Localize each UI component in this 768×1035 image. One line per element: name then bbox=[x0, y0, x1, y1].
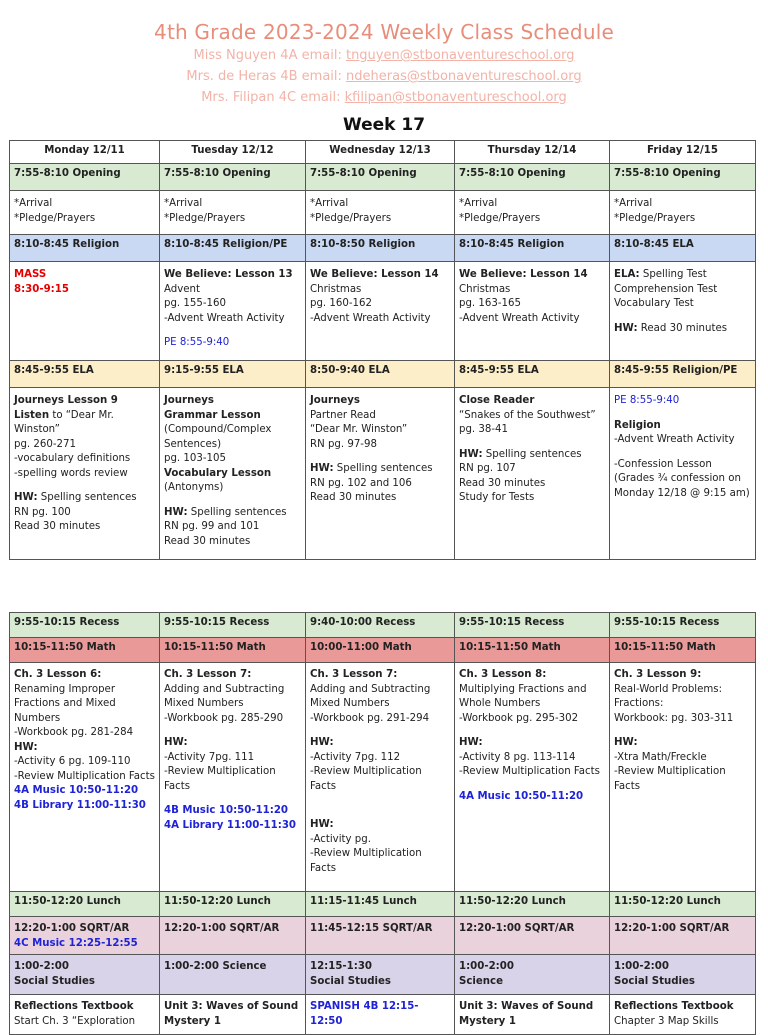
subject-bar-row bbox=[10, 955, 756, 995]
religion-cell: We Believe: Lesson 14 Christmas pg. 160-162 -Advent Wreath Activity bbox=[306, 262, 455, 361]
ela-cell: Journeys Partner Read “Dear Mr. Winston” RN pg. 97-98 HW: Spelling sentences RN pg. 102 and 106 Read 30 minutes bbox=[306, 388, 455, 560]
day-header: Thursday 12/14 bbox=[455, 141, 610, 164]
recess-row bbox=[10, 613, 756, 638]
religion-bar-row bbox=[10, 235, 756, 262]
day-header: Tuesday 12/12 bbox=[160, 141, 306, 164]
ela-bar-row bbox=[10, 361, 756, 388]
page-title: 4th Grade 2023-2024 Weekly Class Schedule bbox=[154, 20, 614, 44]
teacher-email-line bbox=[0, 66, 768, 87]
sqrt-cell: 12:20-1:00 SQRT/AR bbox=[160, 917, 306, 955]
day-header: Wednesday 12/13 bbox=[306, 141, 455, 164]
lunch-cell: 11:50-12:20 Lunch bbox=[610, 892, 756, 917]
ela-bar-cell: 8:45-9:55 ELA bbox=[455, 361, 610, 388]
math-row bbox=[10, 663, 756, 892]
morning-schedule-table bbox=[9, 140, 756, 560]
math-bar-cell: 10:15-11:50 Math bbox=[10, 638, 160, 663]
last-cell: SPANISH 4B 12:15-12:50 bbox=[306, 995, 455, 1035]
teacher-label: Miss Nguyen 4A email: bbox=[193, 48, 346, 63]
arrival-cell: *Arrival *Pledge/Prayers bbox=[10, 191, 160, 235]
religion-cell: ELA: Spelling Test Comprehension Test Vocabulary Test HW: Read 30 minutes bbox=[610, 262, 756, 361]
math-bar-row bbox=[10, 638, 756, 663]
ela-row bbox=[10, 388, 756, 560]
sqrt-cell: 12:20-1:00 SQRT/AR 4C Music 12:25-12:55 bbox=[10, 917, 160, 955]
lunch-cell: 11:15-11:45 Lunch bbox=[306, 892, 455, 917]
last-cell: Unit 3: Waves of Sound Mystery 1 bbox=[455, 995, 610, 1035]
lunch-row bbox=[10, 892, 756, 917]
subject-bar-cell: 1:00-2:00 Science bbox=[160, 955, 306, 995]
teacher-email-link[interactable]: kfilipan@stbonaventureschool.org bbox=[344, 90, 567, 105]
ela-cell: Close Reader “Snakes of the Southwest” pg. 38-41 HW: Spelling sentences RN pg. 107 Read 30 minutes Study for Tests bbox=[455, 388, 610, 560]
religion-bar-cell: 8:10-8:45 Religion bbox=[10, 235, 160, 262]
lunch-cell: 11:50-12:20 Lunch bbox=[160, 892, 306, 917]
week-label: Week 17 bbox=[342, 115, 426, 135]
opening-cell: 7:55-8:10 Opening bbox=[306, 164, 455, 191]
sqrt-row bbox=[10, 917, 756, 955]
recess-cell: 9:55-10:15 Recess bbox=[160, 613, 306, 638]
recess-cell: 9:55-10:15 Recess bbox=[10, 613, 160, 638]
math-bar-cell: 10:15-11:50 Math bbox=[160, 638, 306, 663]
math-cell: Ch. 3 Lesson 7: Adding and Subtracting Mixed Numbers -Workbook pg. 285-290 HW: -Activity 7pg. 111 -Review Multiplication Facts 4B Music 10:50-11:20 4A Library 11:00-11:30 bbox=[160, 663, 306, 892]
recess-cell: 9:55-10:15 Recess bbox=[610, 613, 756, 638]
subject-bar-cell: 12:15-1:30 Social Studies bbox=[306, 955, 455, 995]
math-bar-cell: 10:00-11:00 Math bbox=[306, 638, 455, 663]
religion-bar-cell: 8:10-8:45 Religion/PE bbox=[160, 235, 306, 262]
arrival-cell: *Arrival *Pledge/Prayers bbox=[610, 191, 756, 235]
day-header-row bbox=[10, 141, 756, 164]
opening-cell: 7:55-8:10 Opening bbox=[10, 164, 160, 191]
math-cell: Ch. 3 Lesson 6: Renaming Improper Fractions and Mixed Numbers -Workbook pg. 281-284 HW: -Activity 6 pg. 109-110 -Review Multiplication Facts 4A Music 10:50-11:20 4B Library 11:00-11:30 bbox=[10, 663, 160, 892]
teacher-label: Mrs. de Heras 4B email: bbox=[186, 69, 347, 84]
afternoon-schedule-table bbox=[9, 612, 756, 1035]
teacher-email-link[interactable]: tnguyen@stbonaventureschool.org bbox=[345, 48, 575, 63]
religion-bar-cell: 8:10-8:45 ELA bbox=[610, 235, 756, 262]
math-bar-cell: 10:15-11:50 Math bbox=[610, 638, 756, 663]
page-header bbox=[0, 0, 768, 136]
religion-cell: We Believe: Lesson 14 Christmas pg. 163-165 -Advent Wreath Activity bbox=[455, 262, 610, 361]
teacher-label: Mrs. Filipan 4C email: bbox=[201, 90, 345, 105]
arrival-cell: *Arrival *Pledge/Prayers bbox=[306, 191, 455, 235]
arrival-cell: *Arrival *Pledge/Prayers bbox=[160, 191, 306, 235]
subject-bar-cell: 1:00-2:00 Social Studies bbox=[10, 955, 160, 995]
ela-bar-cell: 8:45-9:55 Religion/PE bbox=[610, 361, 756, 388]
subject-bar-cell: 1:00-2:00 Social Studies bbox=[610, 955, 756, 995]
ela-bar-cell: 8:50-9:40 ELA bbox=[306, 361, 455, 388]
math-bar-cell: 10:15-11:50 Math bbox=[455, 638, 610, 663]
teacher-email-line bbox=[0, 87, 768, 108]
lunch-cell: 11:50-12:20 Lunch bbox=[455, 892, 610, 917]
ela-bar-cell: 9:15-9:55 ELA bbox=[160, 361, 306, 388]
ela-cell: PE 8:55-9:40 Religion -Advent Wreath Activity -Confession Lesson (Grades ¾ confession on Monday 12/18 @ 9:15 am) bbox=[610, 388, 756, 560]
religion-bar-cell: 8:10-8:50 Religion bbox=[306, 235, 455, 262]
day-header: Monday 12/11 bbox=[10, 141, 160, 164]
religion-cell: MASS 8:30-9:15 bbox=[10, 262, 160, 361]
arrival-cell: *Arrival *Pledge/Prayers bbox=[455, 191, 610, 235]
day-header: Friday 12/15 bbox=[610, 141, 756, 164]
opening-cell: 7:55-8:10 Opening bbox=[160, 164, 306, 191]
opening-cell: 7:55-8:10 Opening bbox=[455, 164, 610, 191]
religion-bar-cell: 8:10-8:45 Religion bbox=[455, 235, 610, 262]
religion-row bbox=[10, 262, 756, 361]
subject-bar-cell: 1:00-2:00 Science bbox=[455, 955, 610, 995]
religion-cell: We Believe: Lesson 13 Advent pg. 155-160 -Advent Wreath Activity PE 8:55-9:40 bbox=[160, 262, 306, 361]
math-cell: Ch. 3 Lesson 7: Adding and Subtracting Mixed Numbers -Workbook pg. 291-294 HW: -Activity 7pg. 112 -Review Multiplication Facts HW: -Activity pg. -Review Multiplication Facts bbox=[306, 663, 455, 892]
last-row bbox=[10, 995, 756, 1035]
sqrt-cell: 12:20-1:00 SQRT/AR bbox=[610, 917, 756, 955]
recess-cell: 9:55-10:15 Recess bbox=[455, 613, 610, 638]
last-cell: Unit 3: Waves of Sound Mystery 1 bbox=[160, 995, 306, 1035]
arrival-row bbox=[10, 191, 756, 235]
ela-cell: Journeys Grammar Lesson (Compound/Complex Sentences) pg. 103-105 Vocabulary Lesson (Antonyms) HW: Spelling sentences RN pg. 99 and 101 Read 30 minutes bbox=[160, 388, 306, 560]
sqrt-cell: 12:20-1:00 SQRT/AR bbox=[455, 917, 610, 955]
last-cell: Reflections Textbook Start Ch. 3 “Exploration bbox=[10, 995, 160, 1035]
recess-cell: 9:40-10:00 Recess bbox=[306, 613, 455, 638]
ela-bar-cell: 8:45-9:55 ELA bbox=[10, 361, 160, 388]
ela-cell: Journeys Lesson 9 Listen to “Dear Mr. Winston” pg. 260-271 -vocabulary definitions -spelling words review HW: Spelling sentences RN pg. 100 Read 30 minutes bbox=[10, 388, 160, 560]
lunch-cell: 11:50-12:20 Lunch bbox=[10, 892, 160, 917]
math-cell: Ch. 3 Lesson 9: Real-World Problems: Fractions: Workbook: pg. 303-311 HW: -Xtra Math/Freckle -Review Multiplication Facts bbox=[610, 663, 756, 892]
opening-row bbox=[10, 164, 756, 191]
teacher-email-link[interactable]: ndeheras@stbonaventureschool.org bbox=[346, 69, 582, 84]
sqrt-cell: 11:45-12:15 SQRT/AR bbox=[306, 917, 455, 955]
math-cell: Ch. 3 Lesson 8: Multiplying Fractions and Whole Numbers -Workbook pg. 295-302 HW: -Activity 8 pg. 113-114 -Review Multiplication Facts 4A Music 10:50-11:20 bbox=[455, 663, 610, 892]
last-cell: Reflections Textbook Chapter 3 Map Skills bbox=[610, 995, 756, 1035]
teacher-email-line bbox=[0, 45, 768, 66]
opening-cell: 7:55-8:10 Opening bbox=[610, 164, 756, 191]
